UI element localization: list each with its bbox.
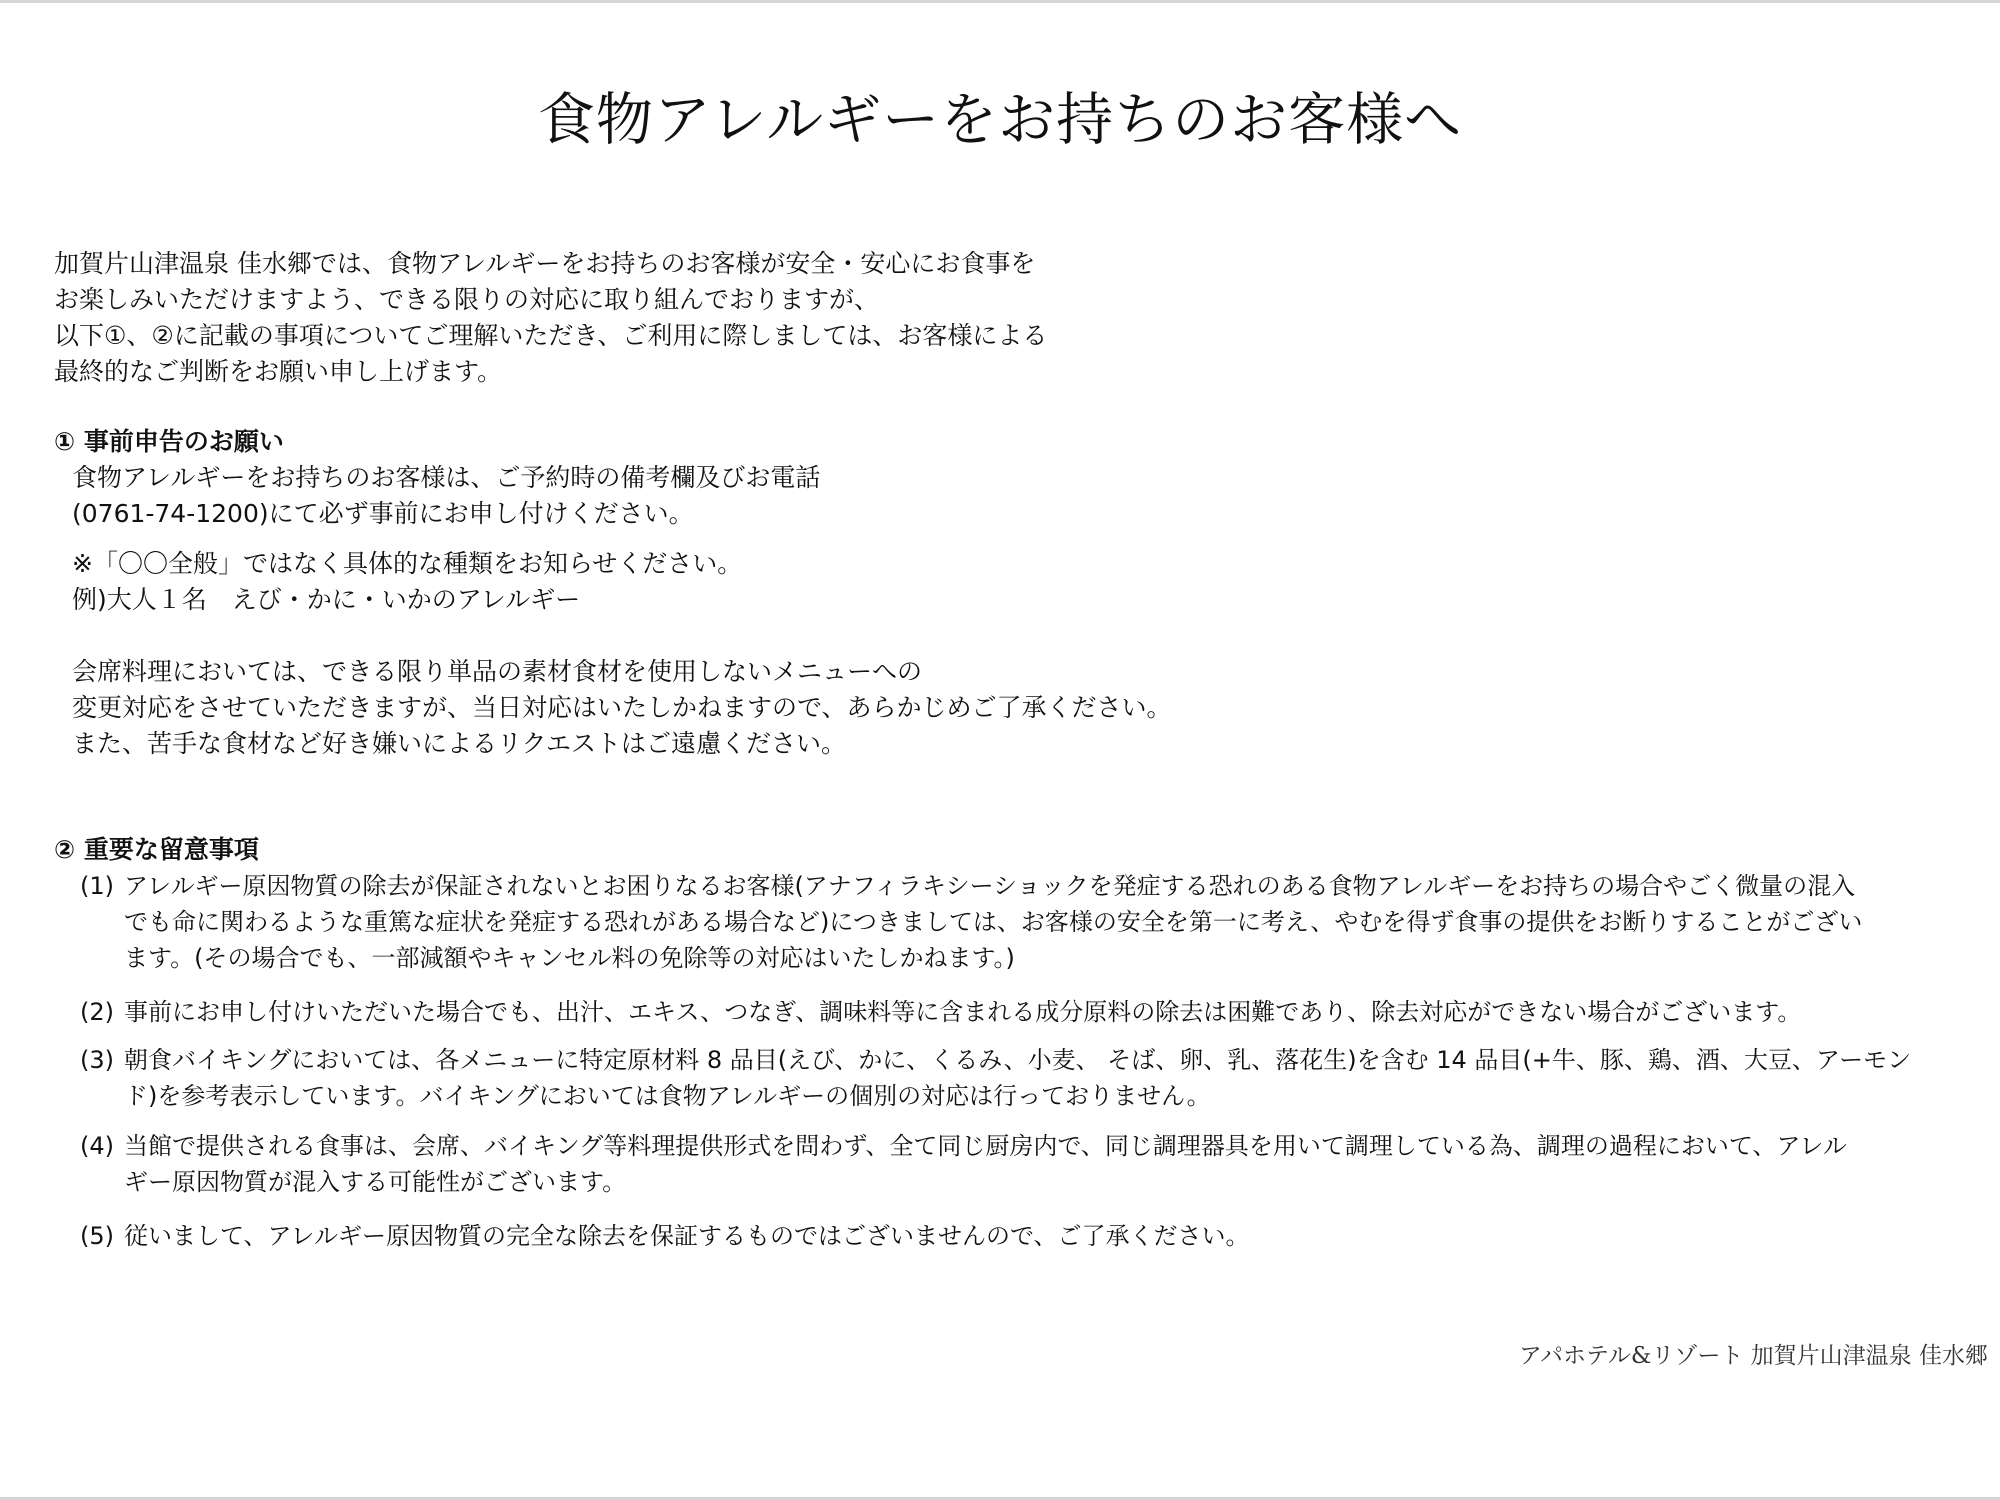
notice-item-text [124, 994, 1994, 1030]
notice-item-number: (3) [80, 1046, 114, 1074]
notice-item-line: 事前にお申し付けいただいた場合でも、出汁、エキス、つなぎ、調味料等に含まれる成分原料の除去は困難であり、除去対応ができない場合がございます。 [124, 998, 1802, 1026]
section1-request-line: 食物アレルギーをお持ちのお客様は、ご予約時の備考欄及びお電話 [72, 463, 821, 492]
notice-item-text [124, 1042, 1994, 1114]
notice-item-line: 従いまして、アレルギー原因物質の完全な除去を保証するものではございませんので、ご了承ください。 [124, 1222, 1250, 1250]
notice-item-text [124, 1128, 1994, 1200]
notice-item-line: 当館で提供される食事は、会席、バイキング等料理提供形式を問わず、全て同じ厨房内で、同じ調理器具を用いて調理している為、調理の過程において、アレル [124, 1132, 1847, 1160]
intro-line: 以下①、②に記載の事項についてご理解いただき、ご利用に際しましては、お客様による [54, 321, 1048, 350]
section1-banquet-line: 変更対応をさせていただきますが、当日対応はいたしかねますので、あらかじめご了承ください。 [72, 693, 1172, 722]
notice-item-line: でも命に関わるような重篤な症状を発症する恐れがある場合など)につきましては、お客様の安全を第一に考え、やむを得ず食事の提供をお断りすることがござい [124, 908, 1863, 936]
intro-paragraph [54, 246, 1047, 390]
notice-item-number: (4) [80, 1132, 114, 1160]
section1-banquet-line: 会席料理においては、できる限り単品の素材食材を使用しないメニューへの [72, 657, 923, 686]
hotel-signature: アパホテル&リゾート 加賀片山津温泉 佳水郷 [1518, 1343, 1988, 1369]
section1-note-line: 例)大人１名 えび・かに・いかのアレルギー [72, 585, 581, 614]
notice-item-line: アレルギー原因物質の除去が保証されないとお困りなるお客様(アナフィラキシーショックを発症する恐れのある食物アレルギーをお持ちの場合やごく微量の混入 [124, 872, 1856, 900]
page-title: 食物アレルギーをお持ちのお客様へ [537, 87, 1463, 153]
section2-heading: ② 重要な留意事項 [54, 835, 259, 864]
notice-item-number: (2) [80, 998, 114, 1026]
intro-line: お楽しみいただけますよう、できる限りの対応に取り組んでおりますが、 [54, 285, 880, 314]
section1-banquet [72, 654, 1172, 762]
section1-request [72, 460, 820, 532]
notice-item-line: ギー原因物質が混入する可能性がございます。 [124, 1168, 627, 1196]
top-border [0, 0, 2000, 3]
notice-item-text [124, 1218, 1994, 1254]
intro-line: 加賀片山津温泉 佳水郷では、食物アレルギーをお持ちのお客様が安全・安心にお食事を [54, 249, 1036, 278]
notice-item-line: ド)を参考表示しています。バイキングにおいては食物アレルギーの個別の対応は行っておりません。 [124, 1082, 1211, 1110]
section1-banquet-line: また、苦手な食材など好き嫌いによるリクエストはご遠慮ください。 [72, 729, 847, 758]
notice-item-number: (5) [80, 1222, 114, 1250]
section1-heading: ① 事前申告のお願い [54, 427, 284, 456]
notice-item-number: (1) [80, 872, 114, 900]
notice-item-text [124, 868, 1994, 976]
intro-line: 最終的なご判断をお願い申し上げます。 [54, 357, 503, 386]
notice-item-line: 朝食バイキングにおいては、各メニューに特定原材料 8 品目(えび、かに、くるみ、小麦、 そば、卵、乳、落花生)を含む 14 品目(+牛、豚、鶏、酒、大豆、アーモン [124, 1046, 1912, 1074]
section1-note-line: ※「〇〇全般」ではなく具体的な種類をお知らせください。 [72, 549, 743, 578]
section1-request-line: (0761-74-1200)にて必ず事前にお申し付けください。 [72, 499, 694, 528]
notice-item-line: ます。(その場合でも、一部減額やキャンセル料の免除等の対応はいたしかねます。) [124, 944, 1015, 972]
section1-note [72, 546, 742, 618]
